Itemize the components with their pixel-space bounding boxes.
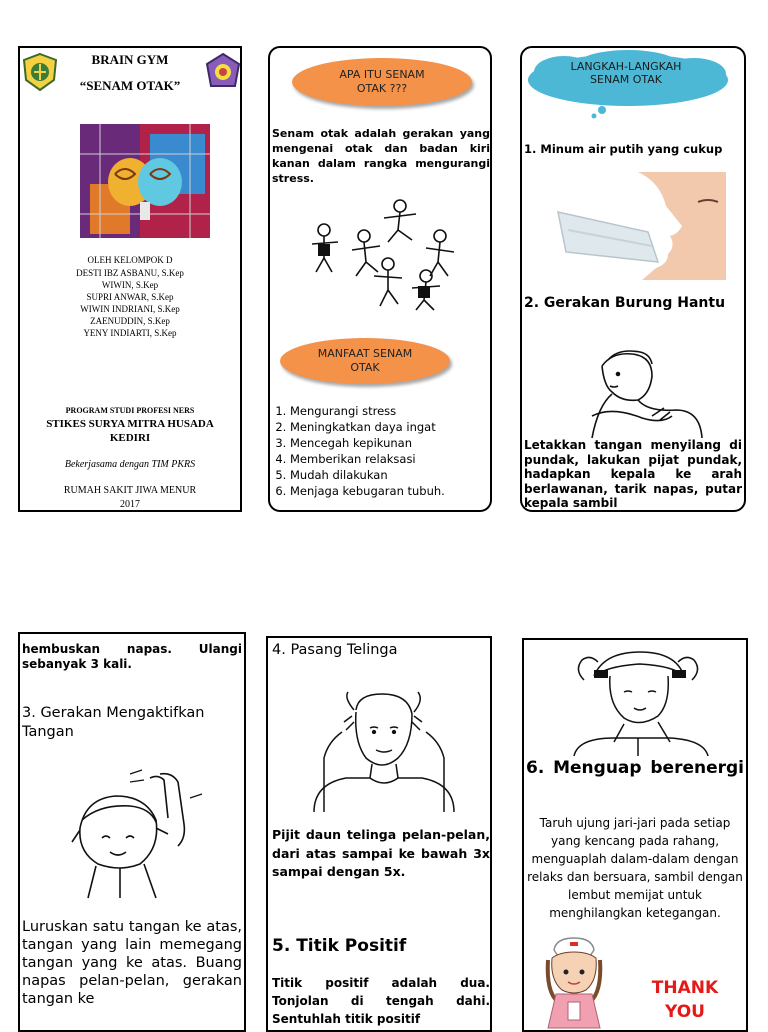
benefit-list <box>270 403 492 499</box>
step-4: 4. Pasang Telinga <box>272 642 398 658</box>
dancing-kids-illustration <box>308 196 464 312</box>
brain-illustration <box>80 124 210 238</box>
step-2-continued: hembuskan napas. Ulangi sebanyak 3 kali. <box>22 642 242 671</box>
benefit-item: 6. Menjaga kebugaran tubuh. <box>290 483 492 499</box>
step-4-description: Pijit daun telinga pelan-pelan, dari atas sampai ke bawah 3x sampai dengan 5x. <box>272 827 490 879</box>
owl-exercise-illustration <box>552 346 712 442</box>
member-2: WIWIN, S.Kep <box>101 280 159 290</box>
definition-text: Senam otak adalah gerakan yang mengenai otak dan badan kiri kanan dalam rangka mengurangi stress. <box>272 127 490 185</box>
program-name: PROGRAM STUDI PROFESI NERS <box>65 406 195 415</box>
school-name: STIKES SURYA MITRA HUSADA <box>46 418 214 430</box>
member-6: YENY INDIARTI, S.Kep <box>83 328 177 338</box>
member-4: WIWIN INDRIANI, S.Kep <box>80 304 180 314</box>
steps-panel <box>520 46 746 512</box>
step-2: 2. Gerakan Burung Hantu <box>524 295 726 311</box>
arm-stretch-illustration <box>60 768 220 902</box>
step-6: 6. Menguap berenergi <box>526 758 744 778</box>
school-city: KEDIRI <box>109 432 151 444</box>
step-6-description: Taruh ujung jari-jari pada setiap yang kencang pada rahang, menguaplah dalam-dalam dengan relaks dan bersuara, sambil dengan lembut memijat untuk menghilangkan ketegangan. <box>527 816 743 920</box>
benefit-item: 3. Mencegah kepikunan <box>290 435 492 451</box>
member-1: DESTI IBZ ASBANU, S.Kep <box>76 268 184 278</box>
benefit-oval <box>280 338 450 384</box>
hospital-name: RUMAH SAKIT JIWA MENUR <box>63 485 197 496</box>
step-4-panel <box>266 636 492 1032</box>
step-5: 5. Titik Positif <box>272 936 407 956</box>
member-list <box>20 267 240 339</box>
member-3: SUPRI ANWAR, S.Kep <box>86 292 174 302</box>
benefit-item: 5. Mudah dilakukan <box>290 467 492 483</box>
cooperation-note: Bekerjasama dengan TIM PKRS <box>64 459 196 470</box>
yawning-illustration <box>554 646 724 758</box>
benefit-item: 2. Meningkatkan daya ingat <box>290 419 492 435</box>
benefit-item: 1. Mengurangi stress <box>290 403 492 419</box>
step-3-panel <box>18 632 246 1032</box>
group-name: OLEH KELOMPOK D <box>87 255 173 265</box>
year: 2017 <box>120 499 140 510</box>
step-2-description: Letakkan tangan menyilang di pundak, lakukan pijat pundak, hadapkan kepala ke arah berlawanan, tarik napas, putar kepala sambil <box>524 438 742 510</box>
thank-you: THANK YOU <box>651 978 719 1022</box>
step-5-description: Titik positif adalah dua. Tonjolan di tengah dahi. Sentuhlah titik positif <box>272 976 490 1026</box>
cover-subtitle: “SENAM OTAK” <box>79 78 181 93</box>
benefit-item: 4. Memberikan relaksasi <box>290 451 492 467</box>
hospital-logo-icon <box>204 52 242 92</box>
step-6-panel <box>522 638 748 1032</box>
definition-panel <box>268 46 492 512</box>
cover-title: BRAIN GYM <box>91 52 169 67</box>
member-5: ZAENUDDIN, S.Kep <box>90 316 170 326</box>
what-is-oval <box>292 58 472 106</box>
step-3-description: Luruskan satu tangan ke atas, tangan yang lain memegang tangan yang ke atas. Buang napas pelan-pelan, gerakan tangan ke <box>22 919 242 1007</box>
benefit-label: MANFAAT SENAM OTAK <box>317 347 413 374</box>
cover-panel <box>18 46 242 512</box>
nurse-clipart <box>528 932 618 1032</box>
step-3: 3. Gerakan Mengaktifkan Tangan <box>22 705 205 740</box>
campus-logo-icon <box>22 52 58 92</box>
what-is-label: APA ITU SENAM OTAK ??? <box>339 68 425 95</box>
drinking-water-photo <box>548 172 726 280</box>
ear-massage-illustration <box>294 688 474 814</box>
step-1: 1. Minum air putih yang cukup <box>524 142 723 156</box>
steps-heading: LANGKAH-LANGKAH SENAM OTAK <box>570 60 682 86</box>
